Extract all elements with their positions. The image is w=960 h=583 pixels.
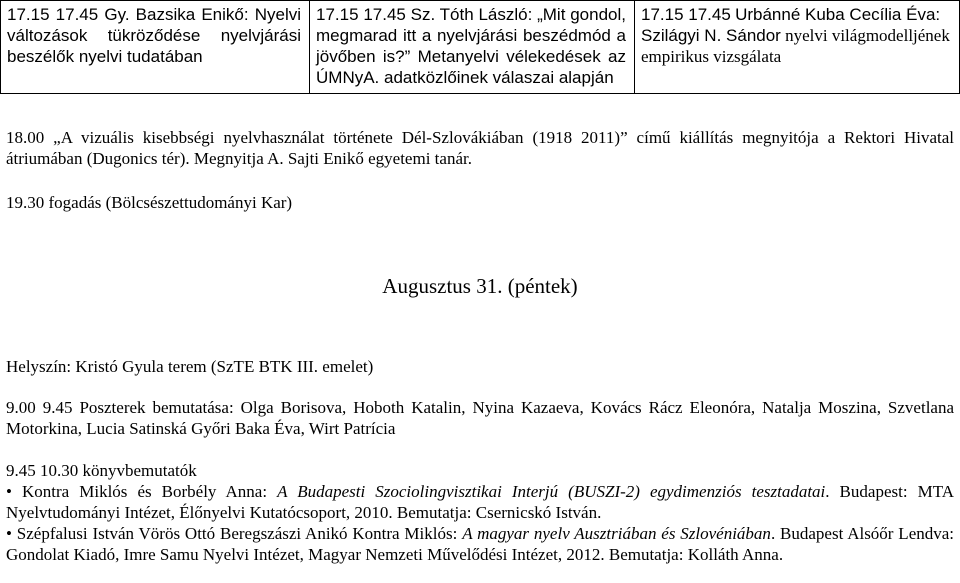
event-time: 18.00	[6, 128, 45, 147]
session-speaker: Gy. Bazsika Enikő:	[104, 5, 249, 24]
parallel-sessions-table	[0, 0, 960, 94]
session-speaker: Sz. Tóth László:	[410, 5, 533, 24]
session-time: 17.15 17.45	[641, 5, 731, 24]
session-cell-3	[635, 1, 960, 94]
book-details: . Budapest: MTA Nyelvtudományi Intézet, Élőnyelvi Kutatócsoport, 2010. Bemutatja: Csernicskó István.	[6, 482, 955, 522]
day-heading: Augusztus 31. (péntek)	[382, 274, 578, 298]
session-time: 9.45 10.30	[6, 461, 79, 480]
session-title: Nyelvi változások tükröződése nyelvjárási beszélők nyelvi tudatában	[7, 5, 302, 66]
event-time: 19.30	[6, 193, 45, 212]
session-time: 17.15 17.45	[7, 5, 99, 24]
poster-session	[6, 397, 954, 439]
event-1930	[6, 192, 954, 213]
session-label: könyvbemutatók	[82, 461, 197, 480]
sessions-row	[1, 1, 960, 94]
session-text: Poszterek bemutatása: Olga Borisova, Hoboth Katalin, Nyina Kazaeva, Kovács Rácz Eleonóra, Natalja Moszina, Szvetlana Motorkina, Lucia Satinská Győri Baka Éva, Wirt Patrícia	[6, 398, 955, 438]
book-authors: Szépfalusi István Vörös Ottó Beregszászi Anikó Kontra Miklós:	[16, 524, 458, 543]
session-speaker: Urbánné Kuba Cecília Éva: Szilágyi N. Sándor	[641, 5, 941, 45]
book-item	[6, 523, 954, 565]
book-session	[6, 460, 954, 565]
book-title: A magyar nyelv Ausztriában és Szlovéniában	[462, 524, 771, 543]
session-title: nyelvi világmodelljének empirikus vizsgálata	[641, 26, 950, 66]
event-1800	[6, 127, 954, 169]
event-text: fogadás (Bölcsészettudományi Kar)	[48, 193, 293, 212]
book-session-header	[6, 460, 954, 481]
session-time: 9.00 9.45	[6, 398, 73, 417]
event-text: „A vizuális kisebbségi nyelvhasználat története Dél-Szlovákiában (1918 2011)” című kiállítás megnyitója a Rektori Hivatal átriumában (Dugonics tér). Megnyitja A. Sajti Enikő egyetemi tanár.	[6, 128, 955, 168]
venue-line: Helyszín: Kristó Gyula terem (SzTE BTK III. emelet)	[6, 357, 374, 376]
bullet-icon: •	[6, 524, 12, 543]
book-details: . Budapest Alsóőr Lendva: Gondolat Kiadó, Imre Samu Nyelvi Intézet, Magyar Nemzeti Művelődési Intézet, 2012. Bemutatja: Kolláth Anna.	[6, 524, 955, 564]
book-item	[6, 481, 954, 523]
book-authors: Kontra Miklós és Borbély Anna:	[22, 482, 268, 501]
session-cell-2	[310, 1, 635, 94]
book-title: A Budapesti Szociolingvisztikai Interjú (BUSZI-2) egydimenziós tesztadatai	[277, 482, 826, 501]
session-cell-1	[1, 1, 310, 94]
bullet-icon: •	[6, 482, 12, 501]
session-time: 17.15 17.45	[316, 5, 406, 24]
session-title: „Mit gondol, megmarad itt a nyelvjárási beszédmód a jövőben is?” Metanyelvi vélekedések az ÚMNyA. adatközlőinek válaszai alapján	[316, 5, 626, 87]
